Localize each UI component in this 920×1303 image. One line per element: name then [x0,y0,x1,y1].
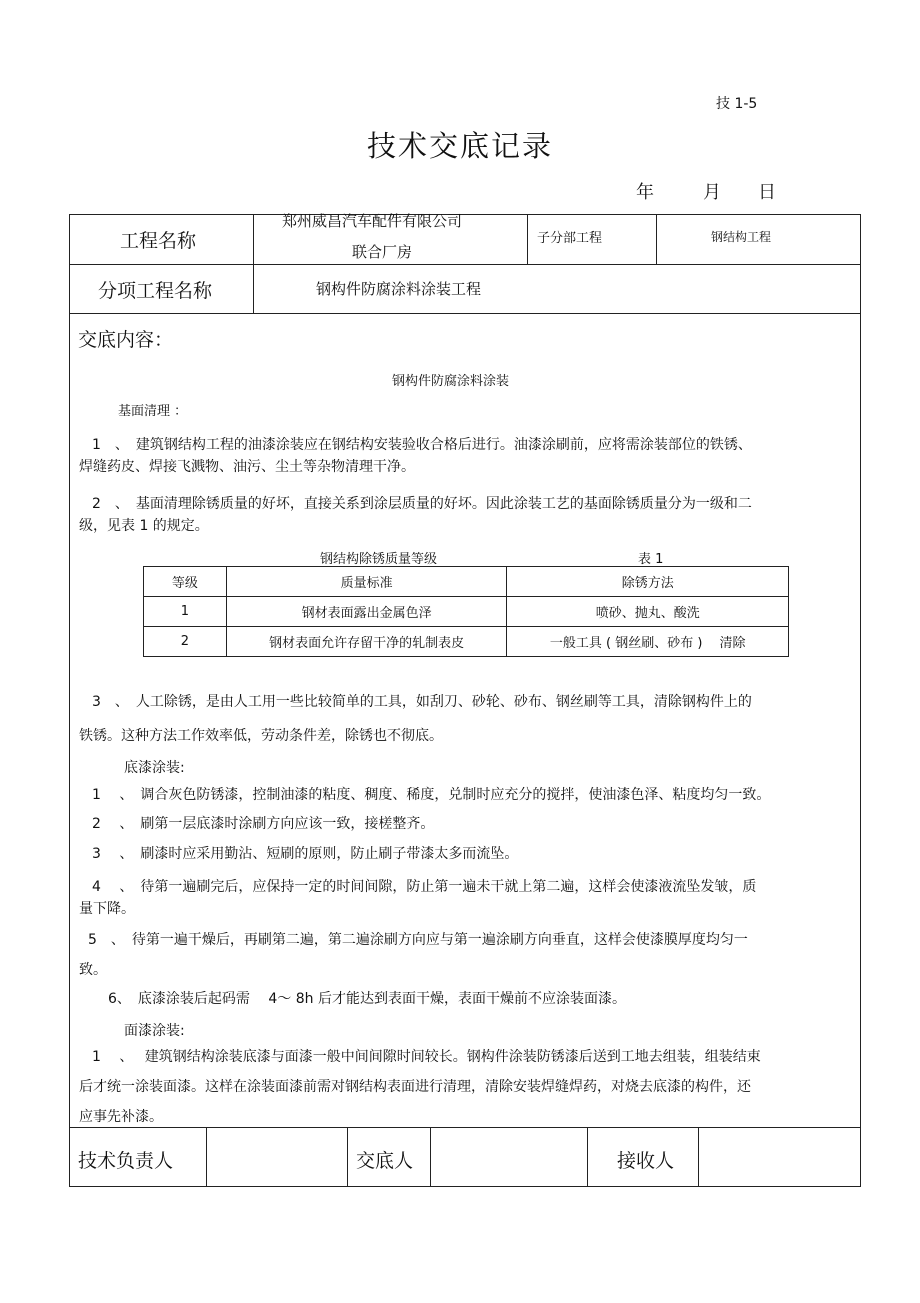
table-header-cell: 等级 [144,567,227,597]
document-title: 技术交底记录 [366,129,553,163]
paragraph-3-line2: 铁锈。这种方法工作效率低，劳动条件差，除锈也不彻底。 [79,728,443,744]
primer-item-5-line1: 5 、 待第一遍干燥后，再刷第二遍，第二遍涂刷方向应与第一遍涂刷方向垂直，这样会使漆膜厚度均匀一 [88,932,748,948]
table-cell: 1 [144,597,227,627]
primer-item-1: 1 、 调合灰色防锈漆，控制油漆的粘度、稠度、稀度，兑制时应充分的搅拌，使油漆色泽、粘度均匀一致。 [92,787,771,803]
sub-division-label: 子分部工程 [537,231,603,246]
row-divider [69,1127,861,1128]
content-heading: 钢构件防腐涂料涂装 [392,374,510,389]
paragraph-1-line1: 1 、 建筑钢结构工程的油漆涂装应在钢结构安装验收合格后进行。油漆涂刷前，应将需涂装部位的铁锈、 [92,437,752,453]
form-code: 技 1-5 [716,96,758,112]
content-label: 交底内容： [78,329,174,351]
column-divider [206,1127,207,1187]
project-name-line1: 郑州威昌汽车配件有限公司 [282,212,463,230]
paragraph-2-line2: 级，见表 1 的规定。 [79,518,209,534]
topcoat-item-1-line2: 后才统一涂装面漆。这样在涂装面漆前需对钢结构表面进行清理，清除安装焊缝焊药，对烧去底漆的构件，还 [79,1079,751,1095]
table-cell: 钢材表面露出金属色泽 [226,597,507,627]
table-header-cell: 除锈方法 [507,567,789,597]
table-cell: 2 [144,627,227,657]
primer-item-5-line2: 致。 [79,962,107,978]
topcoat-item-1-line3: 应事先补漆。 [79,1109,163,1125]
primer-item-4-line1: 4 、 待第一遍刷完后，应保持一定的时间间隙，防止第一遍未干就上第二遍，这样会使漆液流坠发皱，质 [92,879,757,895]
paragraph-1-line2: 焊缝药皮、焊接飞溅物、油污、尘土等杂物清理干净。 [79,459,415,475]
item-name-label: 分项工程名称 [98,280,213,302]
primer-item-2: 2 、 刷第一层底漆时涂刷方向应该一致，接槎整齐。 [92,816,435,832]
project-name-line2: 联合厂房 [352,243,413,261]
table-number: 表 1 [638,552,664,567]
topcoat-item-1-line1: 1 、 建筑钢结构涂装底漆与面漆一般中间间隙时间较长。钢构件涂装防锈漆后送到工地去组装，组装结束 [92,1049,761,1065]
section-title-primer: 底漆涂装: [124,760,185,776]
tech-lead-signature-field[interactable] [210,1132,344,1182]
receiver-signature-field[interactable] [702,1132,857,1182]
column-divider [253,214,254,313]
table-header-cell: 质量标准 [226,567,507,597]
column-divider [587,1127,588,1187]
sub-division-value: 钢结构工程 [711,230,772,244]
primer-item-4-line2: 量下降。 [79,901,135,917]
table-header-row [144,567,789,597]
date-year-label: 年 [636,182,654,203]
column-divider [656,214,657,264]
discloser-label: 交底人 [356,1150,414,1172]
column-divider [527,214,528,264]
table-row [144,627,789,657]
table-cell: 一般工具 ( 钢丝刷、砂布 ) 清除 [507,627,789,657]
table-cell: 喷砂、抛丸、酸洗 [507,597,789,627]
row-divider [69,313,861,314]
paragraph-3-line1: 3 、 人工除锈，是由人工用一些比较简单的工具，如刮刀、砂轮、砂布、钢丝刷等工具，清除钢构件上的 [92,694,752,710]
table-caption: 钢结构除锈质量等级 [320,552,438,567]
section-title-surface-cleaning: 基面清理 ： [118,404,188,419]
row-divider [69,264,861,265]
table-row [144,597,789,627]
item-name-value: 钢构件防腐涂料涂装工程 [316,280,482,298]
receiver-label: 接收人 [617,1150,675,1172]
column-divider [347,1127,348,1187]
date-month-label: 月 [703,182,721,203]
column-divider [698,1127,699,1187]
date-day-label: 日 [758,182,776,203]
primer-item-6: 6、 底漆涂装后起码需 4～ 8h 后才能达到表面干燥，表面干燥前不应涂装面漆。 [108,991,626,1007]
table-cell: 钢材表面允许存留干净的轧制表皮 [226,627,507,657]
column-divider [430,1127,431,1187]
paragraph-2-line1: 2 、 基面清理除锈质量的好坏，直接关系到涂层质量的好坏。因此涂装工艺的基面除锈质量分为一级和二 [92,496,752,512]
rust-grade-table [143,566,789,657]
discloser-signature-field[interactable] [434,1132,584,1182]
tech-lead-label: 技术负责人 [78,1150,174,1172]
section-title-topcoat: 面漆涂装: [124,1023,185,1039]
project-name-label: 工程名称 [120,230,197,252]
primer-item-3: 3 、 刷漆时应采用勤沾、短刷的原则，防止刷子带漆太多而流坠。 [92,846,519,862]
